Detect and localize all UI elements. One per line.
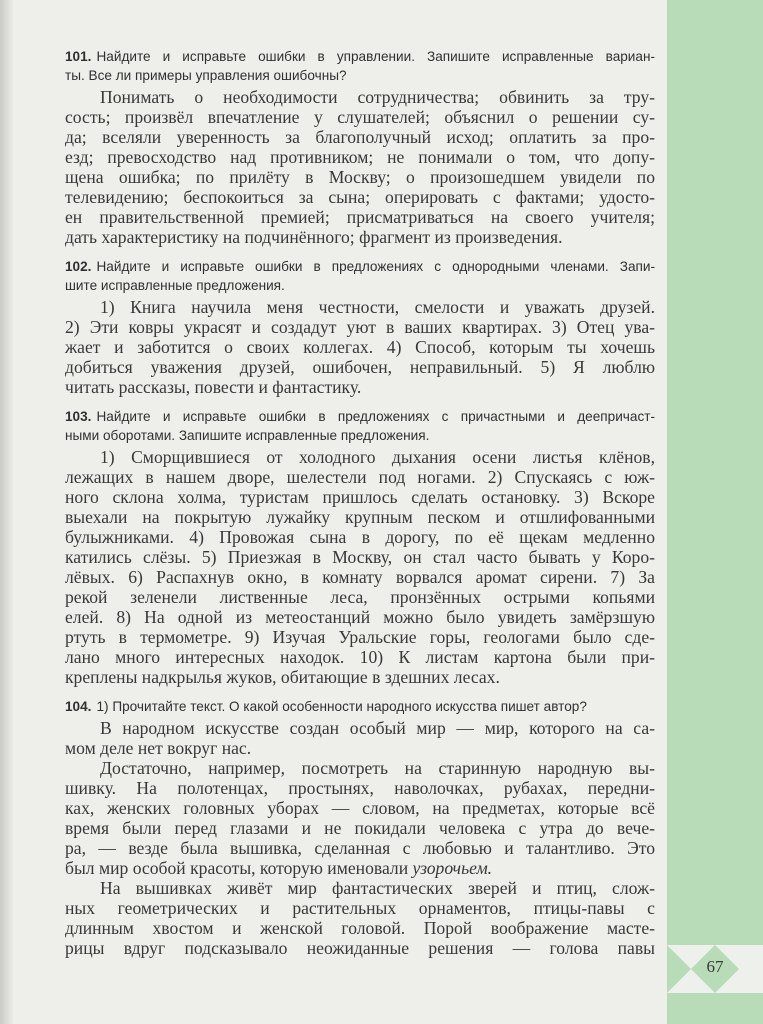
text-line: лано много интересных находок. 10) К листам картона были при- bbox=[65, 647, 655, 667]
text-line: 1) Книга научила меня честности, смелости и уважать друзей. bbox=[100, 297, 655, 317]
text-line: время были перед глазами и не покидали человека с утра до вече- bbox=[65, 818, 655, 838]
text-line: шивку. На полотенцах, простынях, наволочках, рубахах, передни- bbox=[65, 778, 655, 798]
text-line: ра, — везде была вышивка, сделанная с любовью и талантливо. Это bbox=[65, 838, 655, 858]
page-number: 67 bbox=[706, 957, 724, 976]
text-line: читать рассказы, повести и фантастику. bbox=[65, 377, 362, 397]
heading-line: ными оборотами. Запишите исправленные предложения. bbox=[65, 428, 430, 443]
task-102 bbox=[65, 257, 655, 397]
task-heading bbox=[65, 407, 655, 445]
heading-line: Найдите и исправьте ошибки в управлении. Запишите исправленные вариан- bbox=[96, 49, 655, 64]
text-column bbox=[65, 47, 655, 968]
text-line: сость; произвёл впечатление у слушателей; объяснил о решении су- bbox=[65, 107, 655, 127]
text-line: 2) Эти ковры украсят и создадут уют в ваших квартирах. 3) Отец ува- bbox=[65, 317, 655, 337]
text-line: 1) Сморщившиеся от холодного дыхания осени листья клёнов, bbox=[100, 447, 655, 467]
text-line: ных геометрических и растительных орнаментов, птицы-павы с bbox=[65, 898, 655, 918]
task-paragraph bbox=[65, 447, 655, 687]
task-101 bbox=[65, 47, 655, 247]
task-paragraph bbox=[65, 87, 655, 247]
heading-line: шите исправленные предложения. bbox=[65, 278, 285, 293]
text-line: жает и заботится о своих коллегах. 4) Способ, которым ты хочешь bbox=[65, 337, 655, 357]
text-line: На вышивках живёт мир фантастических зверей и птиц, слож- bbox=[100, 878, 655, 898]
text-line: добиться уважения друзей, ошибочен, неправильный. 5) Я люблю bbox=[65, 357, 655, 377]
text-line: щена ошибка; по прилёту в Москву; о произошедшем увидели по bbox=[65, 167, 655, 187]
heading-line: Найдите и исправьте ошибки в предложениях с однородными членами. Запи- bbox=[96, 259, 655, 274]
text-line: креплены надкрылья жуков, обитающие в здешних лесах. bbox=[65, 667, 500, 687]
text-line: Понимать о необходимости сотрудничества; обвинить за тру- bbox=[100, 87, 655, 107]
task-heading bbox=[65, 257, 655, 295]
text-line: рицы вдруг подсказывало неожиданные решения — голова павы bbox=[65, 938, 655, 958]
text-line: выехали на покрытую лужайку крупным песком и отшлифованными bbox=[65, 507, 655, 527]
task-paragraph bbox=[65, 878, 655, 958]
text-line: елей. 8) На одной из метеостанций можно было увидеть замёрзшую bbox=[65, 607, 655, 627]
heading-line: 1) Прочитайте текст. О какой особенности народного искусства пишет автор? bbox=[96, 699, 587, 714]
text-line: лежащих в нашем дворе, шелестели под ногами. 2) Спускаясь с юж- bbox=[65, 467, 655, 487]
text-fragment: был мир особой красоты, которую именовали bbox=[65, 858, 409, 878]
text-line: катились слёзы. 5) Приезжая в Москву, он стал часто бывать у Коро- bbox=[65, 547, 655, 567]
task-heading bbox=[65, 47, 655, 85]
task-104 bbox=[65, 697, 655, 958]
text-line: ках, женских головных уборах — словом, на предметах, которые всё bbox=[65, 798, 655, 818]
heading-line: Найдите и исправьте ошибки в предложениях с причастными и деепричаст- bbox=[96, 409, 655, 424]
text-line: ного склона холма, туристам пришлось сделать остановку. 3) Вскоре bbox=[65, 487, 655, 507]
text-line: езд; превосходство над противником; не понимали о том, что допу- bbox=[65, 147, 655, 167]
task-paragraph bbox=[65, 758, 655, 878]
task-103 bbox=[65, 407, 655, 687]
text-line: дать характеристику на подчинённого; фрагмент из произведения. bbox=[65, 227, 563, 247]
task-heading bbox=[65, 697, 655, 716]
text-line: длинным хвостом и женской головой. Порой воображение масте- bbox=[65, 918, 655, 938]
text-line: мом деле нет вокруг нас. bbox=[65, 738, 252, 758]
text-line: ен правительственной премией; присматриваться на своего учителя; bbox=[65, 207, 655, 227]
text-line: булыжниками. 4) Провожая сына в дорогу, по её щекам медленно bbox=[65, 527, 655, 547]
triangle-ornament-icon bbox=[667, 945, 691, 993]
page-binding-shadow bbox=[0, 0, 14, 1024]
task-number: 101. bbox=[65, 49, 92, 64]
task-paragraph bbox=[65, 718, 655, 758]
margin-color-strip bbox=[667, 0, 763, 1024]
task-paragraph bbox=[65, 297, 655, 397]
text-line: лёвых. 6) Распахнув окно, в комнату ворвался аромат сирени. 7) За bbox=[65, 567, 655, 587]
text-line: рекой зеленели лиственные леса, пронзённых острыми копьями bbox=[65, 587, 655, 607]
task-number: 103. bbox=[65, 409, 92, 424]
italic-term: узорочьем. bbox=[412, 858, 493, 878]
task-number: 102. bbox=[65, 259, 92, 274]
text-line bbox=[65, 858, 655, 878]
text-line: да; вселяли уверенность за благополучный исход; оплатить за про- bbox=[65, 127, 655, 147]
task-number: 104. bbox=[65, 699, 92, 714]
text-line: ртуть в термометре. 9) Изучая Уральские горы, геологами было сде- bbox=[65, 627, 655, 647]
text-line: Достаточно, например, посмотреть на старинную народную вы- bbox=[100, 758, 655, 778]
text-line: В народном искусстве создан особый мир — мир, которого на са- bbox=[100, 718, 655, 738]
text-line: телевидению; беспокоиться за сына; оперировать с фактами; удосто- bbox=[65, 187, 655, 207]
heading-line: ты. Все ли примеры управления ошибочны? bbox=[65, 68, 347, 83]
